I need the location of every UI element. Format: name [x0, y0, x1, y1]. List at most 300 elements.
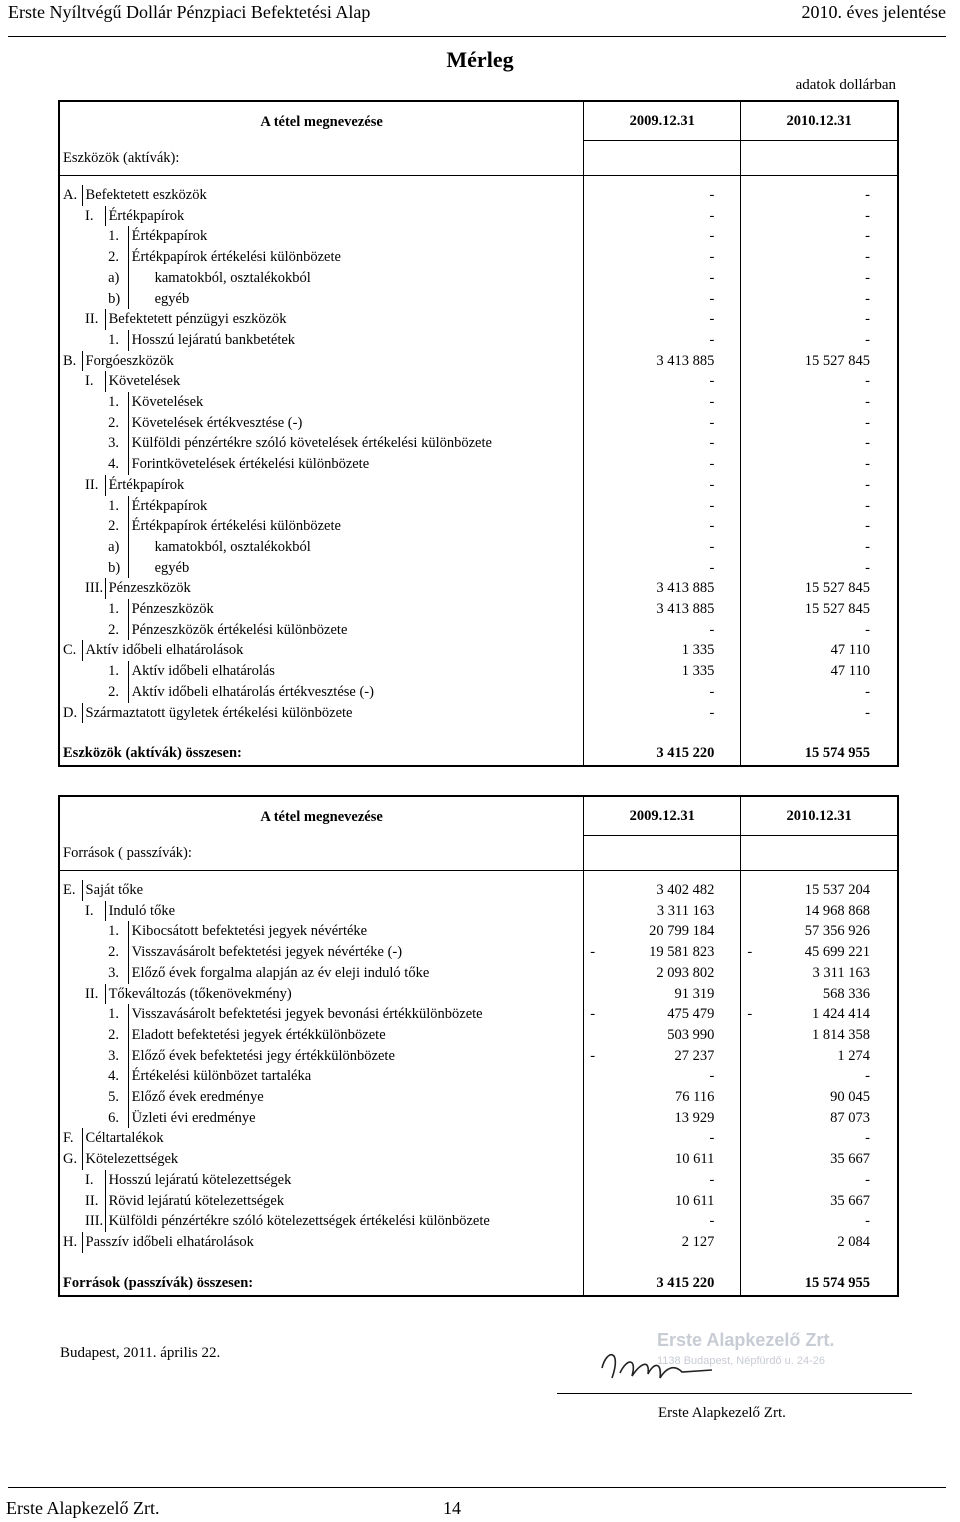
table-row [59, 661, 898, 682]
value-2010: 47 110 [741, 640, 898, 661]
table-cell [59, 309, 82, 330]
table-row [59, 1211, 898, 1232]
row-number: 1. [105, 921, 128, 942]
table-row [59, 1087, 898, 1108]
value-2009: 3 413 885 [584, 578, 741, 599]
table-cell [741, 1253, 898, 1271]
row-number: C. [59, 640, 82, 661]
table-cell [82, 1025, 105, 1046]
table-row [59, 880, 898, 901]
row-label: Kibocsátott befektetési jegyek névértéke [131, 923, 368, 940]
table-cell [59, 1253, 584, 1271]
footer-divider [8, 1487, 946, 1488]
signature-line [557, 1393, 912, 1394]
row-label: Rövid lejáratú kötelezettségek [108, 1192, 285, 1209]
row-number: G. [59, 1149, 82, 1170]
table-cell [82, 1004, 105, 1025]
row-number: 1. [105, 661, 128, 682]
value-2009: - [584, 413, 741, 434]
table-cell [82, 289, 105, 310]
row-number: B. [59, 351, 82, 372]
table-cell [59, 1066, 82, 1087]
spacer-row [59, 871, 898, 881]
table-cell [82, 620, 105, 641]
row-number: II. [82, 984, 105, 1005]
table-cell [82, 413, 105, 434]
value-2010: 14 968 868 [741, 901, 898, 922]
value-2009: - [584, 289, 741, 310]
table-cell [59, 268, 82, 289]
table-cell [59, 921, 82, 942]
table-cell [59, 871, 584, 881]
row-label: Visszavásárolt befektetési jegyek bevonási értékkülönbözete [131, 1006, 483, 1023]
value-2009: - [584, 371, 741, 392]
row-number: I. [82, 371, 105, 392]
table-row [59, 963, 898, 984]
table-cell [59, 206, 82, 227]
value-2010: - [741, 289, 898, 310]
table-cell [82, 661, 105, 682]
value-2010: - [741, 516, 898, 537]
value-2010: - [741, 682, 898, 703]
row-number: 2. [105, 620, 128, 641]
row-number: II. [82, 475, 105, 496]
section-label: Eszközök (aktívák): [59, 141, 584, 176]
table-row [59, 901, 898, 922]
value-2010: - [741, 371, 898, 392]
value-2010: 87 073 [741, 1108, 898, 1129]
table-cell [584, 871, 741, 881]
row-label: Aktív időbeli elhatárolás [131, 663, 275, 680]
value-2009: - [584, 1128, 741, 1149]
value-2009: - [584, 1066, 741, 1087]
header-divider [8, 36, 946, 37]
table-cell [59, 176, 584, 186]
section-row [59, 836, 898, 871]
table-cell [59, 413, 82, 434]
table-cell [59, 723, 584, 741]
row-number: 1. [105, 330, 128, 351]
minus-sign: - [747, 1006, 753, 1023]
row-label: Értékelési különbözet tartaléka [131, 1068, 312, 1085]
value-2009: - [584, 185, 741, 206]
row-number: 2. [105, 247, 128, 268]
footer-company: Erste Alapkezelő Zrt. [6, 1498, 160, 1518]
value-2009: - [584, 558, 741, 579]
row-label: egyéb [154, 290, 190, 307]
table-row [59, 942, 898, 963]
table-cell [59, 1087, 82, 1108]
value-2009: 3 402 482 [584, 880, 741, 901]
table-row [59, 1066, 898, 1087]
value-2010: - [741, 226, 898, 247]
table-cell [59, 330, 82, 351]
row-number: a) [105, 268, 128, 289]
row-label: Pénzeszközök értékelési különbözete [131, 621, 348, 638]
header-report-title: 2010. éves jelentése [801, 2, 946, 22]
value-2009: 20 799 184 [584, 921, 741, 942]
table-cell [59, 1004, 82, 1025]
table-row [59, 640, 898, 661]
table-cell [741, 723, 898, 741]
total-label: Eszközök (aktívák) összesen: [59, 741, 584, 766]
table-cell [82, 496, 105, 517]
row-number: 4. [105, 1066, 128, 1087]
row-label: Pénzeszközök [108, 580, 191, 597]
row-label: Pénzeszközök [131, 601, 214, 618]
table-cell [82, 454, 105, 475]
row-number: I. [82, 1170, 105, 1191]
value-2010: - [741, 433, 898, 454]
row-number: 2. [105, 1025, 128, 1046]
row-label: kamatokból, osztalékokból [154, 538, 311, 555]
total-row [59, 741, 898, 766]
table-cell [59, 516, 82, 537]
row-label: Követelések értékvesztése (-) [131, 414, 303, 431]
minus-sign: - [590, 944, 596, 961]
table-row [59, 599, 898, 620]
row-number: a) [105, 537, 128, 558]
page-number: 14 [443, 1498, 461, 1518]
row-label: Üzleti évi eredménye [131, 1109, 256, 1126]
row-number: III. [82, 578, 105, 599]
table-cell [59, 537, 82, 558]
row-label: Értékpapírok [131, 497, 208, 514]
table-cell [741, 836, 898, 871]
row-number: F. [59, 1128, 82, 1149]
row-label: Céltartalékok [82, 1128, 584, 1149]
table-row [59, 984, 898, 1005]
row-label: Előző évek forgalma alapján az év eleji induló tőke [131, 964, 430, 981]
value-2009: - [584, 454, 741, 475]
row-number: H. [59, 1232, 82, 1253]
row-label: Visszavásárolt befektetési jegyek névértéke (-) [131, 944, 403, 961]
table-cell [59, 433, 82, 454]
row-number: 3. [105, 433, 128, 454]
table-cell [59, 578, 82, 599]
table-row [59, 454, 898, 475]
table-cell [59, 1046, 82, 1067]
value-2009: - [584, 537, 741, 558]
row-label: Passzív időbeli elhatárolások [82, 1232, 584, 1253]
table-row [59, 330, 898, 351]
row-number: 2. [105, 413, 128, 434]
row-label: Aktív időbeli elhatárolás értékvesztése (-) [131, 683, 374, 700]
table-cell [82, 558, 105, 579]
table-row [59, 206, 898, 227]
table-cell [741, 176, 898, 186]
value-2009: - [584, 268, 741, 289]
table-cell [59, 371, 82, 392]
value-2010: 45 699 221 - [741, 942, 898, 963]
value-2010: - [741, 268, 898, 289]
value-2009: - [584, 309, 741, 330]
row-label: Előző évek eredménye [131, 1089, 264, 1106]
value-2009: - [584, 392, 741, 413]
table-cell [82, 268, 105, 289]
row-number: 1. [105, 599, 128, 620]
value-2009: - [584, 475, 741, 496]
value-2009: - [584, 516, 741, 537]
table-cell [59, 942, 82, 963]
value-2010: 1 424 414 - [741, 1004, 898, 1025]
value-2009: - [584, 703, 741, 724]
table-row [59, 371, 898, 392]
value-2009: 1 335 [584, 640, 741, 661]
table-cell [59, 226, 82, 247]
row-number: b) [105, 558, 128, 579]
row-label: Induló tőke [108, 902, 176, 919]
row-label: Követelések [108, 373, 181, 390]
value-2009: 27 237 - [584, 1046, 741, 1067]
table-row [59, 351, 898, 372]
total-row [59, 1271, 898, 1296]
table-cell [59, 901, 82, 922]
table-row [59, 558, 898, 579]
table-row [59, 496, 898, 517]
value-2010: 1 274 [741, 1046, 898, 1067]
row-number: E. [59, 880, 82, 901]
table-row [59, 1046, 898, 1067]
table-cell [59, 496, 82, 517]
value-2009: - [584, 433, 741, 454]
minus-sign: - [590, 1047, 596, 1064]
value-2010: - [741, 558, 898, 579]
value-2009: 13 929 [584, 1108, 741, 1129]
row-number: 2. [105, 516, 128, 537]
row-label: Követelések [131, 394, 204, 411]
table-row [59, 703, 898, 724]
page-header [8, 0, 946, 34]
table-header-row [59, 796, 898, 836]
table-row [59, 1004, 898, 1025]
value-2010: - [741, 1128, 898, 1149]
value-2010: 15 527 845 [741, 599, 898, 620]
value-2010: 3 311 163 [741, 963, 898, 984]
row-label: Értékpapírok [131, 228, 208, 245]
total-2010: 15 574 955 [741, 1271, 898, 1296]
table-cell [59, 392, 82, 413]
table-row [59, 413, 898, 434]
value-2010: 35 667 [741, 1149, 898, 1170]
column-header-2010: 2010.12.31 [741, 796, 898, 836]
value-2010: 47 110 [741, 661, 898, 682]
row-number: 1. [105, 392, 128, 413]
row-label: Értékpapírok [108, 476, 185, 493]
table-cell [59, 475, 82, 496]
row-number: II. [82, 1191, 105, 1212]
table-cell [82, 433, 105, 454]
total-label: Források (passzívák) összesen: [59, 1271, 584, 1296]
row-label: Befektetett eszközök [82, 185, 584, 206]
row-number: 4. [105, 454, 128, 475]
table-cell [59, 558, 82, 579]
value-2010: - [741, 309, 898, 330]
table-cell [82, 942, 105, 963]
value-2010: 2 084 [741, 1232, 898, 1253]
value-2010: - [741, 392, 898, 413]
table-row [59, 516, 898, 537]
table-cell [584, 836, 741, 871]
row-number: III. [82, 1211, 105, 1232]
total-2010: 15 574 955 [741, 741, 898, 766]
table-row [59, 226, 898, 247]
table-row [59, 247, 898, 268]
table-cell [59, 454, 82, 475]
column-header-name: A tétel megnevezése [59, 101, 584, 141]
row-number: D. [59, 703, 82, 724]
value-2009: 19 581 823 - [584, 942, 741, 963]
table-cell [82, 1087, 105, 1108]
table-cell [59, 620, 82, 641]
row-number: 2. [105, 942, 128, 963]
value-2009: 76 116 [584, 1087, 741, 1108]
minus-sign: - [747, 944, 753, 961]
table-cell [59, 661, 82, 682]
header-fund-name: Erste Nyíltvégű Dollár Pénzpiaci Befektetési Alap [8, 2, 371, 22]
table-cell [584, 1253, 741, 1271]
minus-sign: - [590, 1006, 596, 1023]
row-label: Saját tőke [82, 880, 584, 901]
value-2009: - [584, 206, 741, 227]
row-label: kamatokból, osztalékokból [154, 269, 311, 286]
row-number: A. [59, 185, 82, 206]
spacer-row [59, 176, 898, 186]
row-label: Előző évek befektetési jegy értékkülönbözete [131, 1047, 395, 1064]
table-row [59, 537, 898, 558]
value-2009: - [584, 682, 741, 703]
spacer-row [59, 1253, 898, 1271]
value-2010: - [741, 496, 898, 517]
row-number: 6. [105, 1108, 128, 1129]
row-label: Származtatott ügyletek értékelési különbözete [82, 703, 584, 724]
row-label: Hosszú lejáratú bankbetétek [131, 331, 296, 348]
value-2009: - [584, 247, 741, 268]
table-cell [59, 1108, 82, 1129]
table-cell [82, 921, 105, 942]
table-cell [82, 516, 105, 537]
value-2010: - [741, 1170, 898, 1191]
table-cell [741, 141, 898, 176]
value-2010: - [741, 330, 898, 351]
section-row [59, 141, 898, 176]
table-row [59, 682, 898, 703]
row-number: 2. [105, 682, 128, 703]
spacer-row [59, 723, 898, 741]
value-2009: - [584, 226, 741, 247]
row-label: Forintkövetelések értékelési különbözete [131, 456, 370, 473]
table-cell [584, 176, 741, 186]
value-2009: 3 311 163 [584, 901, 741, 922]
table-cell [59, 1025, 82, 1046]
value-2009: 2 093 802 [584, 963, 741, 984]
value-2009: - [584, 496, 741, 517]
table-cell [584, 141, 741, 176]
table-cell [82, 599, 105, 620]
table-cell [59, 984, 82, 1005]
value-2010: - [741, 247, 898, 268]
units-note: adatok dollárban [795, 77, 896, 93]
table-cell [82, 247, 105, 268]
row-label: Értékpapírok [108, 207, 185, 224]
value-2010: 57 356 926 [741, 921, 898, 942]
page-title: Mérleg [446, 47, 514, 72]
value-2009: 503 990 [584, 1025, 741, 1046]
row-number: 1. [105, 496, 128, 517]
row-number: 1. [105, 1004, 128, 1025]
column-header-2009: 2009.12.31 [584, 796, 741, 836]
liabilities-table [58, 795, 899, 1297]
table-row [59, 268, 898, 289]
value-2010: - [741, 620, 898, 641]
table-cell [59, 1211, 82, 1232]
value-2009: 475 479 - [584, 1004, 741, 1025]
table-header-row [59, 101, 898, 141]
company-stamp-and-signature [582, 1328, 912, 1390]
value-2010: 15 527 845 [741, 578, 898, 599]
row-label: Befektetett pénzügyi eszközök [108, 311, 287, 328]
row-number: b) [105, 289, 128, 310]
table-cell [82, 682, 105, 703]
value-2009: 1 335 [584, 661, 741, 682]
value-2009: 10 611 [584, 1191, 741, 1212]
value-2009: - [584, 330, 741, 351]
table-cell [82, 1066, 105, 1087]
row-label: egyéb [154, 559, 190, 576]
table-row [59, 921, 898, 942]
row-label: Forgóeszközök [82, 351, 584, 372]
row-number: 1. [105, 226, 128, 247]
value-2010: - [741, 206, 898, 227]
total-2009: 3 415 220 [584, 741, 741, 766]
row-label: Aktív időbeli elhatárolások [82, 640, 584, 661]
value-2009: 2 127 [584, 1232, 741, 1253]
table-row [59, 289, 898, 310]
row-label: Eladott befektetési jegyek értékkülönbözete [131, 1026, 386, 1043]
assets-table [58, 100, 899, 767]
value-2010: - [741, 475, 898, 496]
table-row [59, 620, 898, 641]
table-cell [82, 330, 105, 351]
table-row [59, 433, 898, 454]
table-cell [59, 289, 82, 310]
value-2010: 1 814 358 [741, 1025, 898, 1046]
row-number: 3. [105, 1046, 128, 1067]
table-row [59, 1025, 898, 1046]
column-header-name: A tétel megnevezése [59, 796, 584, 836]
value-2009: 3 413 885 [584, 599, 741, 620]
value-2009: 10 611 [584, 1149, 741, 1170]
value-2010: 15 527 845 [741, 351, 898, 372]
value-2010: 15 537 204 [741, 880, 898, 901]
table-cell [82, 1046, 105, 1067]
table-cell [59, 1191, 82, 1212]
stamp-line2: 1138 Budapest, Népfürdő u. 24-26 [657, 1355, 825, 1367]
table-row [59, 185, 898, 206]
table-row [59, 578, 898, 599]
table-row [59, 392, 898, 413]
row-number: 5. [105, 1087, 128, 1108]
table-row [59, 1108, 898, 1129]
total-2009: 3 415 220 [584, 1271, 741, 1296]
stamp-line1: Erste Alapkezelő Zrt. [657, 1330, 835, 1350]
row-number: I. [82, 206, 105, 227]
signatory-name: Erste Alapkezelő Zrt. [658, 1405, 786, 1421]
table-cell [584, 723, 741, 741]
table-cell [59, 247, 82, 268]
table-cell [59, 599, 82, 620]
table-cell [59, 1170, 82, 1191]
